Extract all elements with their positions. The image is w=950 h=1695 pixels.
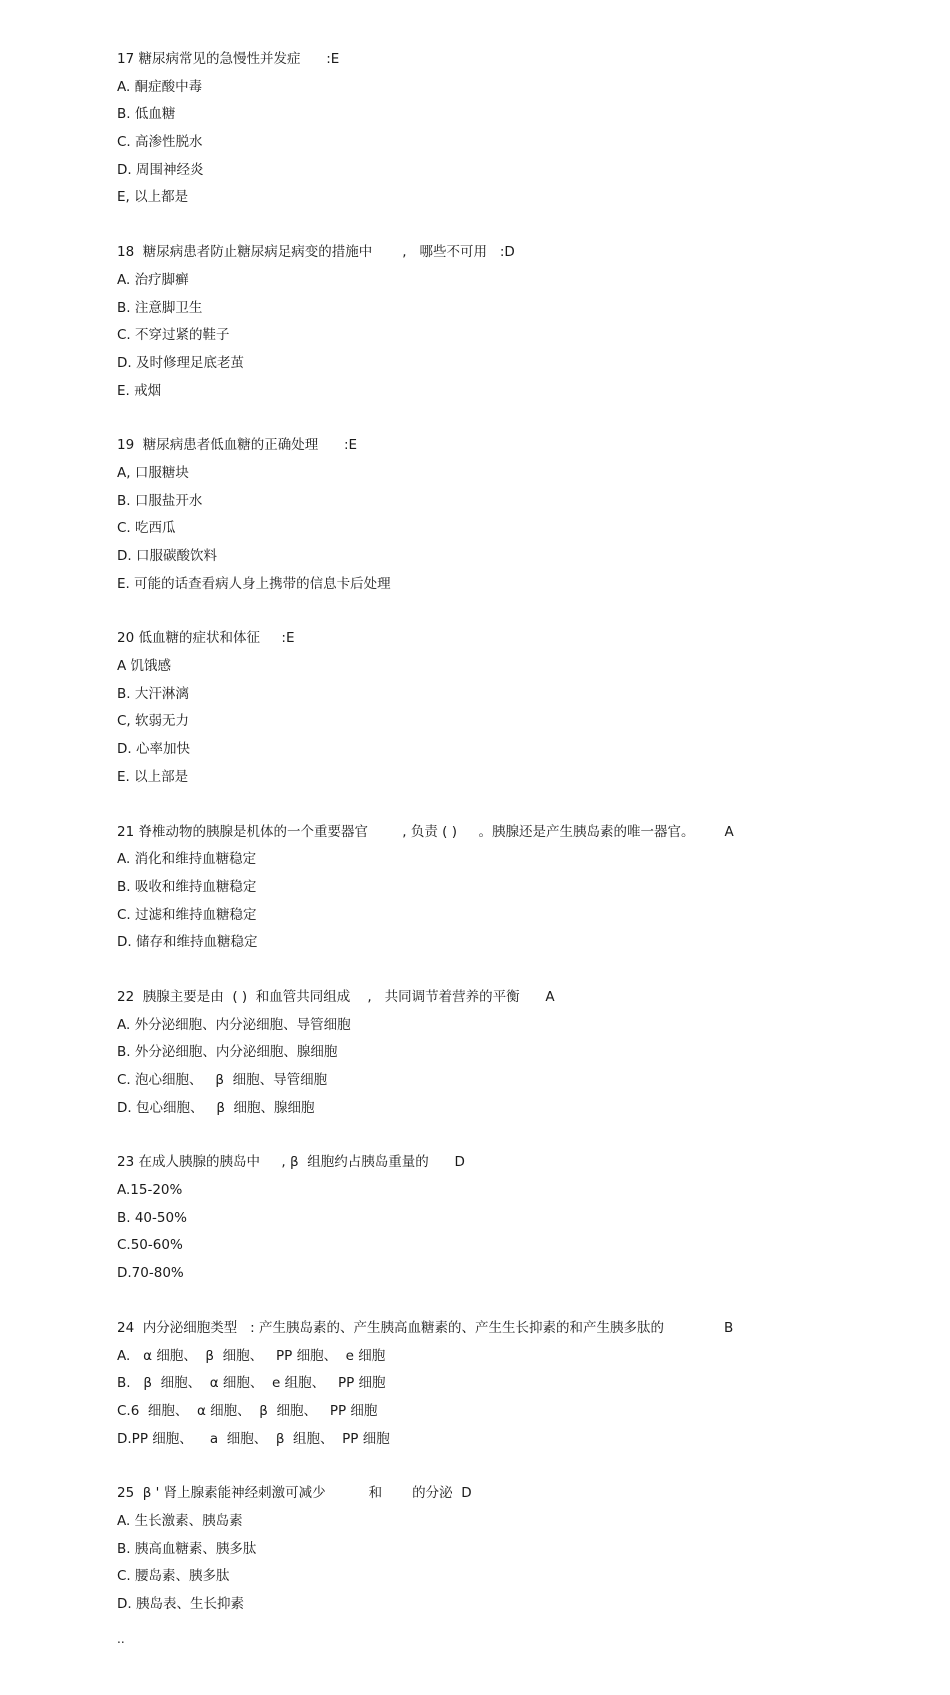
document-page — [117, 46, 917, 1647]
option-d: D. 周围神经炎 — [117, 161, 204, 178]
option-a: A.15-20% — [117, 1182, 183, 1199]
option-a: A. 外分泌细胞、内分泌细胞、导管细胞 — [117, 1016, 351, 1033]
question-21 — [117, 819, 917, 957]
option-a: A 饥饿感 — [117, 658, 172, 675]
question-stem: 25 β ' 肾上腺素能神经刺激可减少 和 的分泌 D — [117, 1485, 472, 1502]
option-a: A, 口服糖块 — [117, 464, 189, 481]
option-c: C.6 细胞、 α 细胞、 β 细胞、 PP 细胞 — [117, 1402, 378, 1419]
option-c: C. 泡心细胞、 β 细胞、导管细胞 — [117, 1072, 328, 1088]
question-stem: 18 糖尿病患者防止糖尿病足病变的措施中 , 哪些不可用 :D — [117, 244, 515, 261]
option-b: B. 吸收和维持血糖稳定 — [117, 878, 257, 895]
option-b: B. 低血糖 — [117, 106, 176, 123]
option-b: B. 外分泌细胞、内分泌细胞、腺细胞 — [117, 1044, 338, 1061]
question-stem: 19 糖尿病患者低血糖的正确处理 :E — [117, 437, 358, 454]
question-19 — [117, 432, 917, 598]
option-b: B. 口服盐开水 — [117, 492, 203, 509]
option-e: E. 可能的话查看病人身上携带的信息卡后处理 — [117, 575, 391, 592]
question-24 — [117, 1315, 917, 1453]
question-stem: 24 内分泌细胞类型 : 产生胰岛素的、产生胰高血糖素的、产生生长抑素的和产生胰多肽的 B — [117, 1319, 734, 1336]
option-a: A. 生长激素、胰岛素 — [117, 1512, 243, 1529]
question-25 — [117, 1480, 917, 1618]
question-17 — [117, 46, 917, 212]
option-d: D. 心率加快 — [117, 741, 190, 758]
question-stem: 20 低血糖的症状和体征 :E — [117, 630, 295, 647]
option-d: D. 储存和维持血糖稳定 — [117, 934, 258, 951]
question-stem: 21 脊椎动物的胰腺是机体的一个重要器官 , 负责 ( ) 。胰腺还是产生胰岛素的唯一器官。 A — [117, 823, 734, 840]
option-c: C.50-60% — [117, 1237, 183, 1254]
option-b: B. β 细胞、 α 细胞、 e 组胞、 PP 细胞 — [117, 1375, 386, 1392]
option-c: C. 过滤和维持血糖稳定 — [117, 906, 257, 923]
option-d: D.PP 细胞、 a 细胞、 β 组胞、 PP 细胞 — [117, 1430, 390, 1447]
option-e: E, 以上都是 — [117, 189, 189, 206]
option-d: D. 口服碳酸饮料 — [117, 548, 217, 564]
question-23 — [117, 1149, 917, 1287]
question-20 — [117, 625, 917, 791]
option-c: C. 腰岛素、胰多肽 — [117, 1568, 230, 1585]
option-a: A. 消化和维持血糖稳定 — [117, 851, 257, 868]
option-a: A. 酮症酸中毒 — [117, 78, 203, 95]
option-a: A. α 细胞、 β 细胞、 PP 细胞、 e 细胞 — [117, 1347, 386, 1364]
option-d: D. 及时修理足底老茧 — [117, 354, 244, 371]
option-b: B. 注意脚卫生 — [117, 299, 203, 316]
question-stem: 23 在成人胰腺的胰岛中 , β 组胞约占胰岛重量的 D — [117, 1154, 465, 1171]
option-c: C, 软弱无力 — [117, 713, 190, 730]
option-c: C. 不穿过紧的鞋子 — [117, 327, 230, 344]
trailing-dots: .. — [117, 1631, 125, 1646]
option-b: B. 40-50% — [117, 1209, 187, 1226]
option-e: E. 以上部是 — [117, 768, 189, 785]
option-d: D.70-80% — [117, 1265, 184, 1282]
option-d: D. 胰岛表、生长抑素 — [117, 1596, 244, 1612]
option-c: C. 高渗性脱水 — [117, 134, 203, 151]
option-c: C. 吃西瓜 — [117, 520, 176, 537]
question-22 — [117, 984, 917, 1122]
option-d: D. 包心细胞、 β 细胞、腺细胞 — [117, 1099, 315, 1116]
question-18 — [117, 239, 917, 405]
option-b: B. 大汗淋漓 — [117, 685, 189, 702]
question-stem: 22 胰腺主要是由 ( ) 和血管共同组成 , 共同调节着营养的平衡 A — [117, 988, 555, 1005]
option-b: B. 胰高血糖素、胰多肽 — [117, 1540, 257, 1557]
question-stem: 17 糖尿病常见的急慢性并发症 :E — [117, 51, 340, 67]
option-a: A. 治疗脚癣 — [117, 271, 189, 288]
option-e: E. 戒烟 — [117, 382, 162, 399]
